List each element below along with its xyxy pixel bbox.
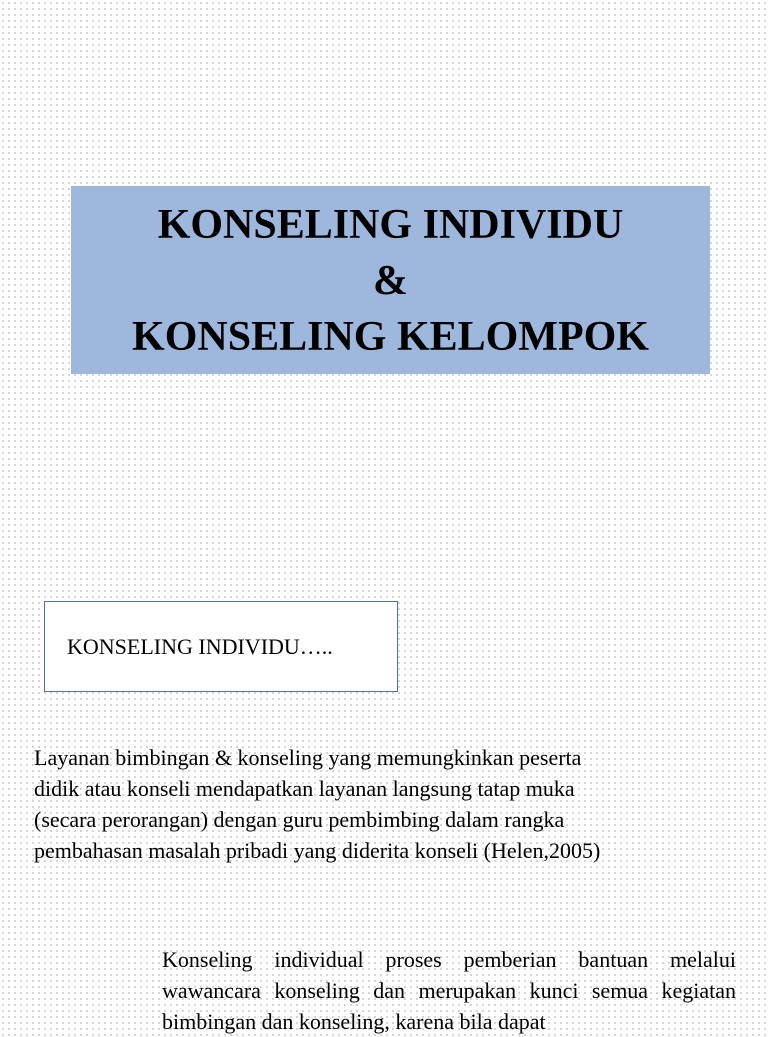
title-line-2: & <box>373 258 408 304</box>
definition-line-3: (secara perorangan) dengan guru pembimbing dalam rangka <box>34 807 565 832</box>
definition-line-2: didik atau konseli mendapatkan layanan langsung tatap muka <box>34 776 575 801</box>
definition-paragraph <box>34 742 724 866</box>
subtitle-text: KONSELING INDIVIDU….. <box>67 633 333 659</box>
definition-line-1: Layanan bimbingan & konseling yang memungkinkan peserta <box>34 745 582 770</box>
title-box <box>71 186 710 374</box>
description-paragraph: Konseling individual proses pemberian bantuan melalui wawancara konseling dan merupakan kunci semua kegiatan bimbingan dan konseling, karena bila dapat <box>162 947 736 1034</box>
title-line-3: KONSELING KELOMPOK <box>132 314 649 360</box>
subtitle-box <box>44 601 398 692</box>
definition-line-4: pembahasan masalah pribadi yang diderita konseli (Helen,2005) <box>34 838 601 863</box>
title-line-1: KONSELING INDIVIDU <box>157 202 624 248</box>
